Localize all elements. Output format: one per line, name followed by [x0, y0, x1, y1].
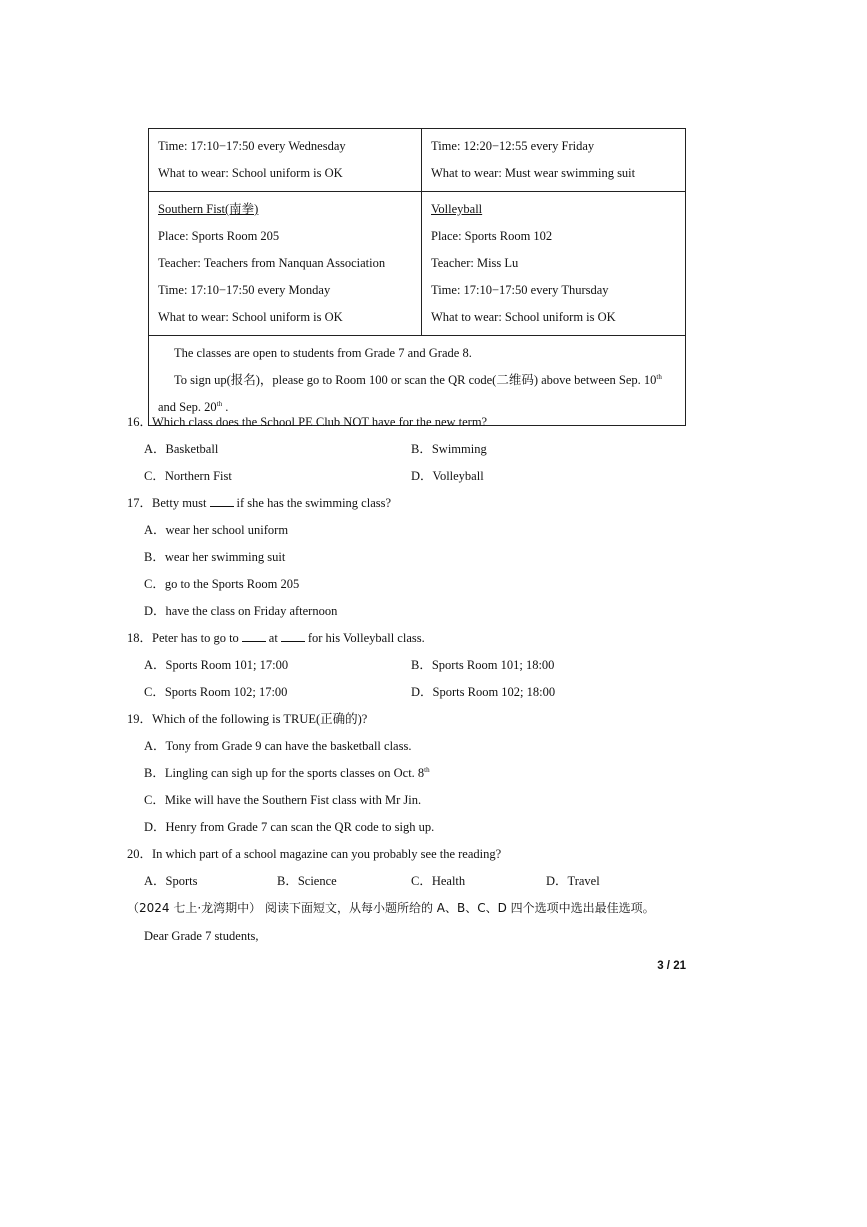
stem-text: for his Volleyball class.: [307, 631, 425, 645]
question-20-option-c: C．Health: [411, 874, 466, 888]
question-17-option-c: C．go to the Sports Room 205: [144, 577, 300, 591]
answer-blank: [242, 631, 266, 642]
cell-volleyball: [422, 192, 686, 336]
section-instructions: （2024 七上·龙湾期中） 阅读下面短文，从每小题所给的 A、B、C、D 四个选项中选出最佳选项。: [127, 901, 655, 915]
letter-greeting: Dear Grade 7 students,: [144, 929, 259, 943]
question-16-stem: 16．Which class does the School PE Club NOT have for the new term?: [127, 415, 488, 429]
note-text: .: [222, 400, 229, 414]
sign-up-note: [149, 336, 686, 426]
stem-text: 17．Betty must: [127, 496, 207, 510]
question-17-option-a: A．wear her school uniform: [144, 523, 289, 537]
dress-code-text: What to wear: School uniform is OK: [158, 166, 343, 180]
question-16-option-d: D．Volleyball: [411, 469, 484, 483]
question-19-option-b: [144, 765, 430, 781]
note-text: To sign up(报名)，please go to Room 100 or scan the QR code(二维码) above between Sep. 10: [174, 373, 657, 387]
teacher-text: Teacher: Teachers from Nanquan Association: [158, 256, 386, 270]
question-17-option-b: B．wear her swimming suit: [144, 550, 286, 564]
question-18-stem: [127, 630, 425, 646]
option-text: B．Lingling can sigh up for the sports classes on Oct. 8: [144, 766, 425, 780]
place-text: Place: Sports Room 102: [431, 229, 553, 243]
question-20-option-a: A．Sports: [144, 874, 198, 888]
club-title: Southern Fist(南拳): [158, 202, 259, 216]
question-17-stem: [127, 495, 391, 511]
question-17-option-d: D．have the class on Friday afternoon: [144, 604, 338, 618]
question-19-stem: 19．Which of the following is TRUE(正确的)?: [127, 712, 368, 726]
dress-code-text: What to wear: Must wear swimming suit: [431, 166, 636, 180]
stem-text: 18．Peter has to go to: [127, 631, 239, 645]
question-20-option-d: D．Travel: [546, 874, 600, 888]
ordinal-suffix: th: [656, 372, 662, 381]
time-text: Time: 17:10−17:50 every Wednesday: [158, 139, 346, 153]
question-18-option-a: A．Sports Room 101; 17:00: [144, 658, 289, 672]
club-info-table: [148, 128, 686, 426]
dress-code-text: What to wear: School uniform is OK: [158, 310, 343, 324]
time-text: Time: 17:10−17:50 every Monday: [158, 283, 331, 297]
question-18-option-d: D．Sports Room 102; 18:00: [411, 685, 556, 699]
note-line: [158, 367, 676, 394]
cell-club-left-top: [149, 129, 422, 192]
club-title: Volleyball: [431, 202, 483, 216]
question-20-option-b: B．Science: [277, 874, 337, 888]
question-16-option-c: C．Northern Fist: [144, 469, 232, 483]
note-line: The classes are open to students from Grade 7 and Grade 8.: [174, 346, 472, 360]
question-19-option-a: A．Tony from Grade 9 can have the basketball class.: [144, 739, 412, 753]
answer-blank: [210, 496, 234, 507]
stem-text: if she has the swimming class?: [236, 496, 392, 510]
note-text: and Sep. 20: [158, 400, 217, 414]
time-text: Time: 12:20−12:55 every Friday: [431, 139, 595, 153]
cell-southern-fist: [149, 192, 422, 336]
question-16-option-a: A．Basketball: [144, 442, 219, 456]
dress-code-text: What to wear: School uniform is OK: [431, 310, 616, 324]
ordinal-suffix: th: [424, 765, 430, 774]
answer-blank: [281, 631, 305, 642]
place-text: Place: Sports Room 205: [158, 229, 280, 243]
question-20-stem: 20．In which part of a school magazine can you probably see the reading?: [127, 847, 502, 861]
ordinal-suffix: th: [216, 399, 223, 408]
question-18-option-c: C．Sports Room 102; 17:00: [144, 685, 288, 699]
question-19-option-c: C．Mike will have the Southern Fist class with Mr Jin.: [144, 793, 422, 807]
cell-swimming: [422, 129, 686, 192]
question-19-option-d: D．Henry from Grade 7 can scan the QR code to sigh up.: [144, 820, 435, 834]
time-text: Time: 17:10−17:50 every Thursday: [431, 283, 609, 297]
stem-text: at: [268, 631, 278, 645]
page-number: 3 / 21: [657, 960, 686, 972]
teacher-text: Teacher: Miss Lu: [431, 256, 519, 270]
question-16-option-b: B．Swimming: [411, 442, 487, 456]
question-18-option-b: B．Sports Room 101; 18:00: [411, 658, 555, 672]
